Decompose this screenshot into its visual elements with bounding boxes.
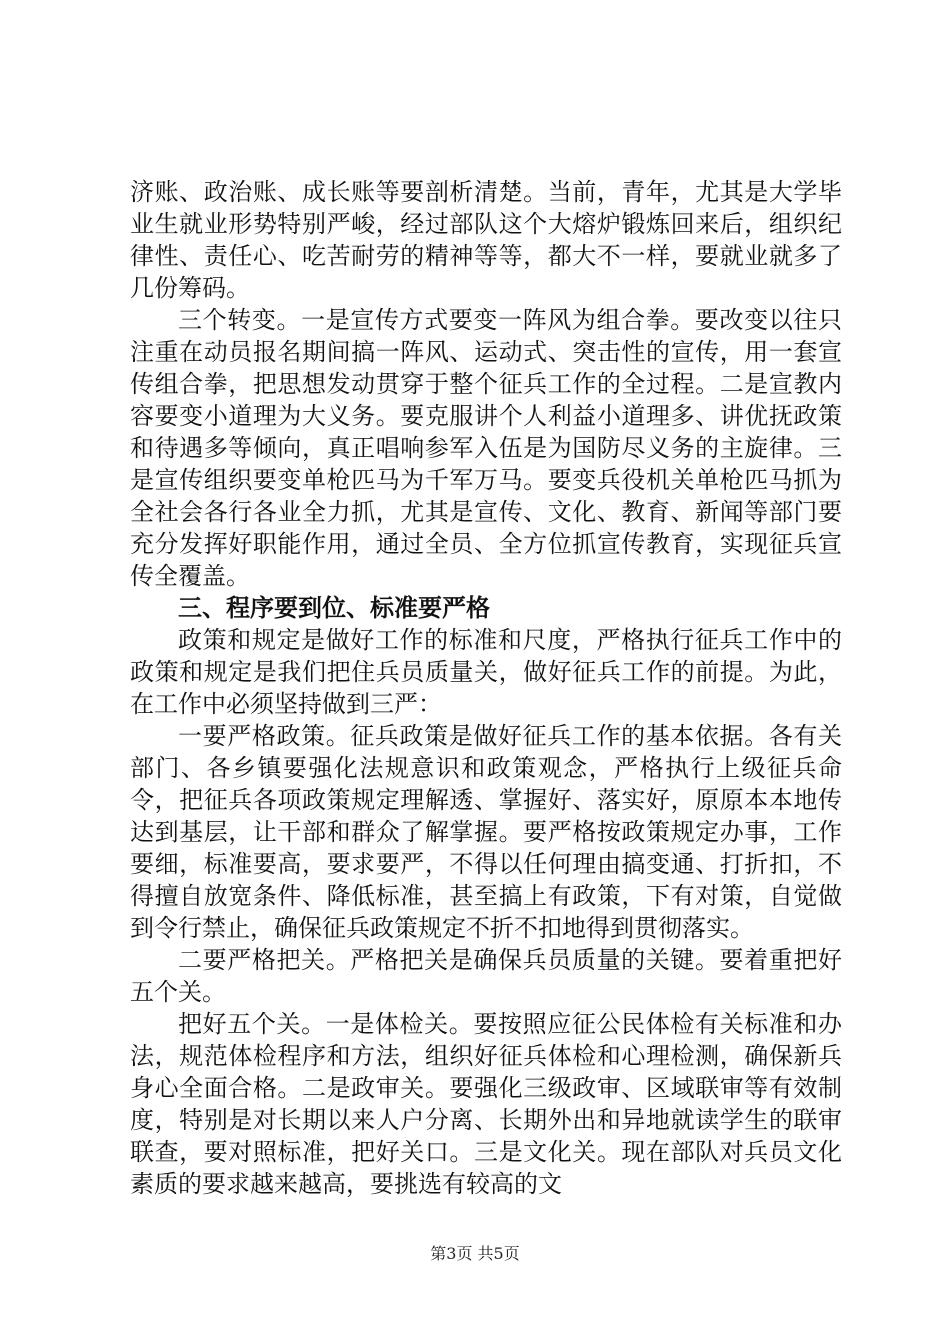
section-heading: 三、程序要到位、标准要严格: [178, 594, 490, 622]
document-body: [130, 176, 842, 1200]
paragraph-continuation: 济账、政治账、成长账等要剖析清楚。当前，青年，尤其是大学毕业生就业形势特别严峻，经过部队这个大熔炉锻炼回来后，组织纪律性、责任心、吃苦耐劳的精神等等，都大不一样，要就业就多了几份筹码。: [130, 178, 842, 302]
paragraph-policy-intro: 政策和规定是做好工作的标准和尺度，严格执行征兵工作中的政策和规定是我们把住兵员质量关，做好征兵工作的前提。为此，在工作中必须坚持做到三严：: [130, 626, 842, 718]
paragraph-strict-policy: 一要严格政策。征兵政策是做好征兵工作的基本依据。各有关部门、各乡镇要强化法规意识和政策观念，严格执行上级征兵命令，把征兵各项政策规定理解透、掌握好、落实好，原原本本地传达到基层，让干部和群众了解掌握。要严格按政策规定办事，工作要细，标准要高，要求要严，不得以任何理由搞变通、打折扣，不得擅自放宽条件、降低标准，甚至搞上有政策，下有对策，自觉做到令行禁止，确保征兵政策规定不折不扣地得到贯彻落实。: [130, 722, 842, 942]
page-number-footer: 第3页 共5页: [430, 1244, 520, 1263]
paragraph-strict-check: 二要严格把关。严格把关是确保兵员质量的关键。要着重把好五个关。: [130, 946, 842, 1006]
paragraph-three-changes: 三个转变。一是宣传方式要变一阵风为组合拳。要改变以往只注重在动员报名期间搞一阵风、运动式、突击性的宣传，用一套宣传组合拳，把思想发动贯穿于整个征兵工作的全过程。二是宣教内容要变小道理为大义务。要克服讲个人利益小道理多、讲优抚政策和待遇多等倾向，真正唱响参军入伍是为国防尽义务的主旋律。三是宣传组织要变单枪匹马为千军万马。要变兵役机关单枪匹马抓为全社会各行各业全力抓，尤其是宣传、文化、教育、新闻等部门要充分发挥好职能作用，通过全员、全方位抓宣传教育，实现征兵宣传全覆盖。: [130, 306, 842, 590]
paragraph-five-checks: 把好五个关。一是体检关。要按照应征公民体检有关标准和办法，规范体检程序和方法，组织好征兵体检和心理检测，确保新兵身心全面合格。二是政审关。要强化三级政审、区域联审等有效制度，特别是对长期以来人户分离、长期外出和异地就读学生的联审联查，要对照标准，把好关口。三是文化关。现在部队对兵员文化素质的要求越来越高，要挑选有较高的文: [130, 1010, 842, 1198]
